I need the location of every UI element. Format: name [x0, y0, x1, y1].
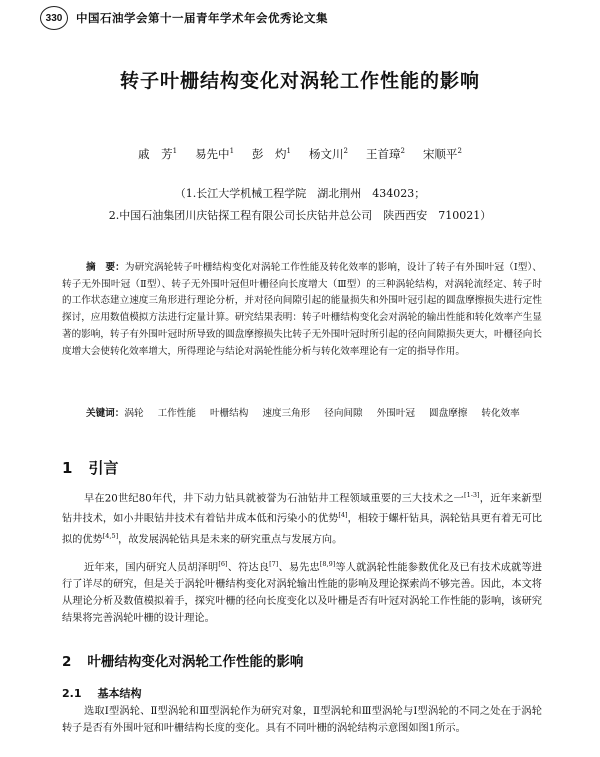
page-number: 330	[40, 6, 68, 30]
author-list	[0, 146, 600, 162]
affiliation-2: 2.中国石油集团川庆钻探工程有限公司长庆钻井总公司 陕西西安 710021）	[108, 209, 492, 222]
running-header	[40, 6, 328, 30]
citation: [6]	[218, 560, 228, 568]
section-heading: 1 引言	[62, 459, 119, 477]
author: 戚 芳$^1$	[138, 147, 178, 161]
abstract-label: 摘 要：	[86, 262, 125, 273]
keyword: 叶栅结构	[209, 408, 249, 419]
author: 彭 灼$^1$	[252, 147, 291, 161]
keywords-label: 关键词：	[86, 408, 125, 419]
author: 王首璋$^2$	[365, 147, 405, 161]
affiliation-1: （1.长江大学机械工程学院 湖北荆州 434023；	[174, 187, 426, 200]
abstract-text: 为研究涡轮转子叶栅结构变化对涡轮工作性能及转化效率的影响，设计了转子有外围叶冠（Ⅰ型）、转子无外围叶冠（Ⅱ型）、转子无外围叶冠但叶栅径向长度增大（Ⅲ型）的三种涡轮结构，对涡轮流经定、转子时的工作状态建立速度三角形进行理论分析，并对径向间隙引起的能量损失和外围叶冠引起的圆盘摩擦损失进行定性探讨，应用数值模拟方法进行定量计算。研究结果表明：转子叶栅结构变化会对涡轮的输出性能和转化效率产生显著的影响，转子有外围叶冠时所导致的圆盘摩擦损失比转子无外围叶冠时所引起的径向间隙损失更大，叶栅径向长度增大会使转化效率增大，所得理论与结论对涡轮性能分析与转化效率理论有一定的指导作用。	[62, 262, 543, 357]
subsection-heading: 2.1 基本结构	[62, 687, 142, 700]
citation: [4,5]	[102, 531, 119, 540]
journal-title: 中国石油学会第十一届青年学术年会优秀论文集	[76, 11, 328, 25]
keywords	[62, 406, 542, 423]
abstract	[62, 260, 542, 360]
citation: [7]	[269, 560, 279, 568]
author: 杨文川$^2$	[309, 147, 348, 161]
keyword: 圆盘摩擦	[429, 408, 468, 419]
intro-paragraph-1: 早在20世纪80年代，井下动力钻具就被誉为石油钻井工程领域重要的三大技术之一[1-3]，近年来新型钻井技术，如小井眼钻井技术有着钻井成本低和污染小的优势[4]，相较于螺杆钻具，涡轮钻具更有着无可比拟的优势[4,5]，故发展涡轮钻具是未来的研究重点与发展方向。	[62, 491, 542, 546]
keyword: 涡轮	[124, 408, 144, 419]
paper-title: 转子叶栅结构变化对涡轮工作性能的影响	[119, 70, 480, 92]
author: 易先中$^1$	[195, 147, 235, 161]
intro-paragraph-2: 近年来，国内研究人员胡泽明[6]、符达良[7]、易先忠[8,9]等人就涡轮性能参数优化及已有技术成就等进行了详尽的研究，但是关于涡轮叶栅结构变化对涡轮输出性能的影响及理论探索尚不够完善。因此，本文将从理论分析及数值模拟着手，探究叶栅的径向长度变化以及叶栅是否有叶冠对涡轮工作性能的影响，该研究结果将完善涡轮叶栅的设计理论。	[62, 560, 542, 625]
keyword: 工作性能	[157, 408, 196, 419]
author: 宋顺平$^2$	[422, 147, 462, 161]
structure-paragraph: 选取Ⅰ型涡轮、Ⅱ型涡轮和Ⅲ型涡轮作为研究对象，Ⅱ型涡轮和Ⅲ型涡轮与Ⅰ型涡轮的不同之处在于涡轮转子是否有外围叶冠和叶栅结构长度的变化。具有不同叶栅的涡轮结构示意图如图1所示。	[62, 706, 542, 734]
section-heading: 2 叶栅结构变化对涡轮工作性能的影响	[62, 654, 304, 670]
citation: [8,9]	[319, 560, 336, 568]
keyword: 外围叶冠	[376, 408, 416, 419]
citation: [4]	[338, 511, 348, 520]
citation: [1-3]	[464, 491, 480, 499]
keyword: 径向间隙	[324, 408, 363, 419]
keyword: 速度三角形	[262, 408, 311, 419]
keyword: 转化效率	[481, 408, 520, 419]
